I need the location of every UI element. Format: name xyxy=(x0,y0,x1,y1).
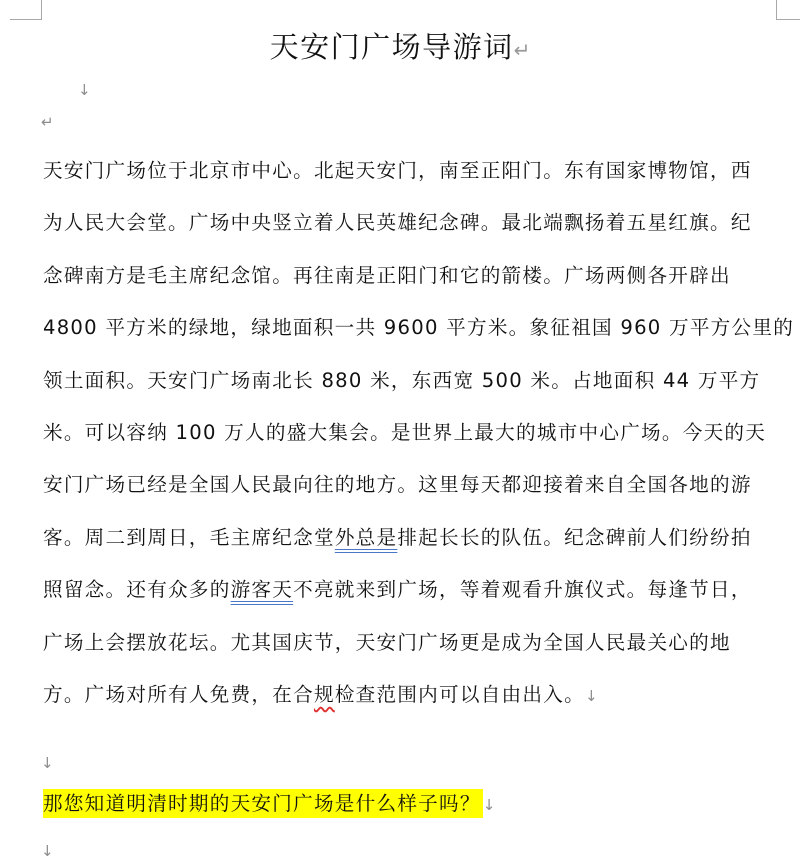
text-run: 不亮就来到广场，等着观看升旗仪式。每逢节日， xyxy=(293,578,752,602)
highlighted-question[interactable] xyxy=(43,789,495,818)
text-run: 检查范围内可以自由出入。 xyxy=(334,682,585,706)
document-title[interactable] xyxy=(0,28,800,69)
text-run: 方。广场对所有人免费，在合 xyxy=(43,682,314,706)
text-line xyxy=(43,250,767,302)
text-run: 念碑南方是毛主席纪念馆。再往南是正阳门和它的箭楼。广场两侧各开辟出 xyxy=(43,263,731,287)
line-break-mark-icon: ↓ xyxy=(41,842,54,860)
spelling-check-underline[interactable]: 规 xyxy=(313,682,335,706)
text-run: 排起长长的队伍。纪念碑前人们纷纷拍 xyxy=(397,525,752,549)
title-text: 天安门广场导游词 xyxy=(269,30,514,64)
text-line xyxy=(43,355,767,407)
text-line xyxy=(43,145,767,197)
text-run: 为人民大会堂。广场中央竖立着人民英雄纪念碑。最北端飘扬着五星红旗。纪 xyxy=(43,211,752,235)
text-run: 米。可以容纳 100 万人的盛大集会。是世界上最大的城市中心广场。今天的天 xyxy=(43,420,767,444)
grammar-check-underline[interactable]: 游客天 xyxy=(230,578,294,602)
text-line xyxy=(43,407,767,459)
text-line xyxy=(43,617,767,669)
line-break-mark-icon: ↓ xyxy=(584,686,598,705)
text-run: 天安门广场位于北京市中心。北起天安门，南至正阳门。东有国家博物馆，西 xyxy=(43,159,752,182)
body-paragraph[interactable] xyxy=(43,145,795,721)
text-run: 照留念。还有众多的 xyxy=(43,578,231,602)
text-run: 4800 平方米的绿地，绿地面积一共 9600 平方米。象征祖国 960 万平方公里的 xyxy=(43,316,795,340)
line-break-mark-icon: ↓ xyxy=(41,754,54,772)
text-line xyxy=(43,564,767,616)
text-run: 领土面积。天安门广场南北长 880 米，东西宽 500 米。占地面积 44 万平方 xyxy=(43,368,761,392)
text-line xyxy=(43,197,767,249)
text-run: 安门广场已经是全国人民最向往的地方。这里每天都迎接着来自全国各地的游 xyxy=(43,473,752,497)
margin-corner-mark-top-right xyxy=(776,0,800,20)
text-line xyxy=(43,669,767,721)
margin-corner-mark-top-left xyxy=(10,0,42,20)
text-line xyxy=(43,512,767,564)
text-run: 客。周二到周日，毛主席纪念堂 xyxy=(43,525,335,549)
line-break-mark-icon: ↓ xyxy=(78,81,91,99)
grammar-check-underline[interactable]: 外总是 xyxy=(334,525,398,549)
text-line xyxy=(43,459,767,511)
paragraph-mark-icon: ↵ xyxy=(513,38,531,62)
text-run: 广场上会摆放花坛。尤其国庆节，天安门广场更是成为全国人民最关心的地 xyxy=(43,630,731,654)
highlighted-text: 那您知道明清时期的天安门广场是什么样子吗？ xyxy=(43,789,483,818)
text-line xyxy=(43,302,795,354)
paragraph-mark-icon: ↵ xyxy=(41,113,54,131)
line-break-mark-icon: ↓ xyxy=(482,796,496,814)
